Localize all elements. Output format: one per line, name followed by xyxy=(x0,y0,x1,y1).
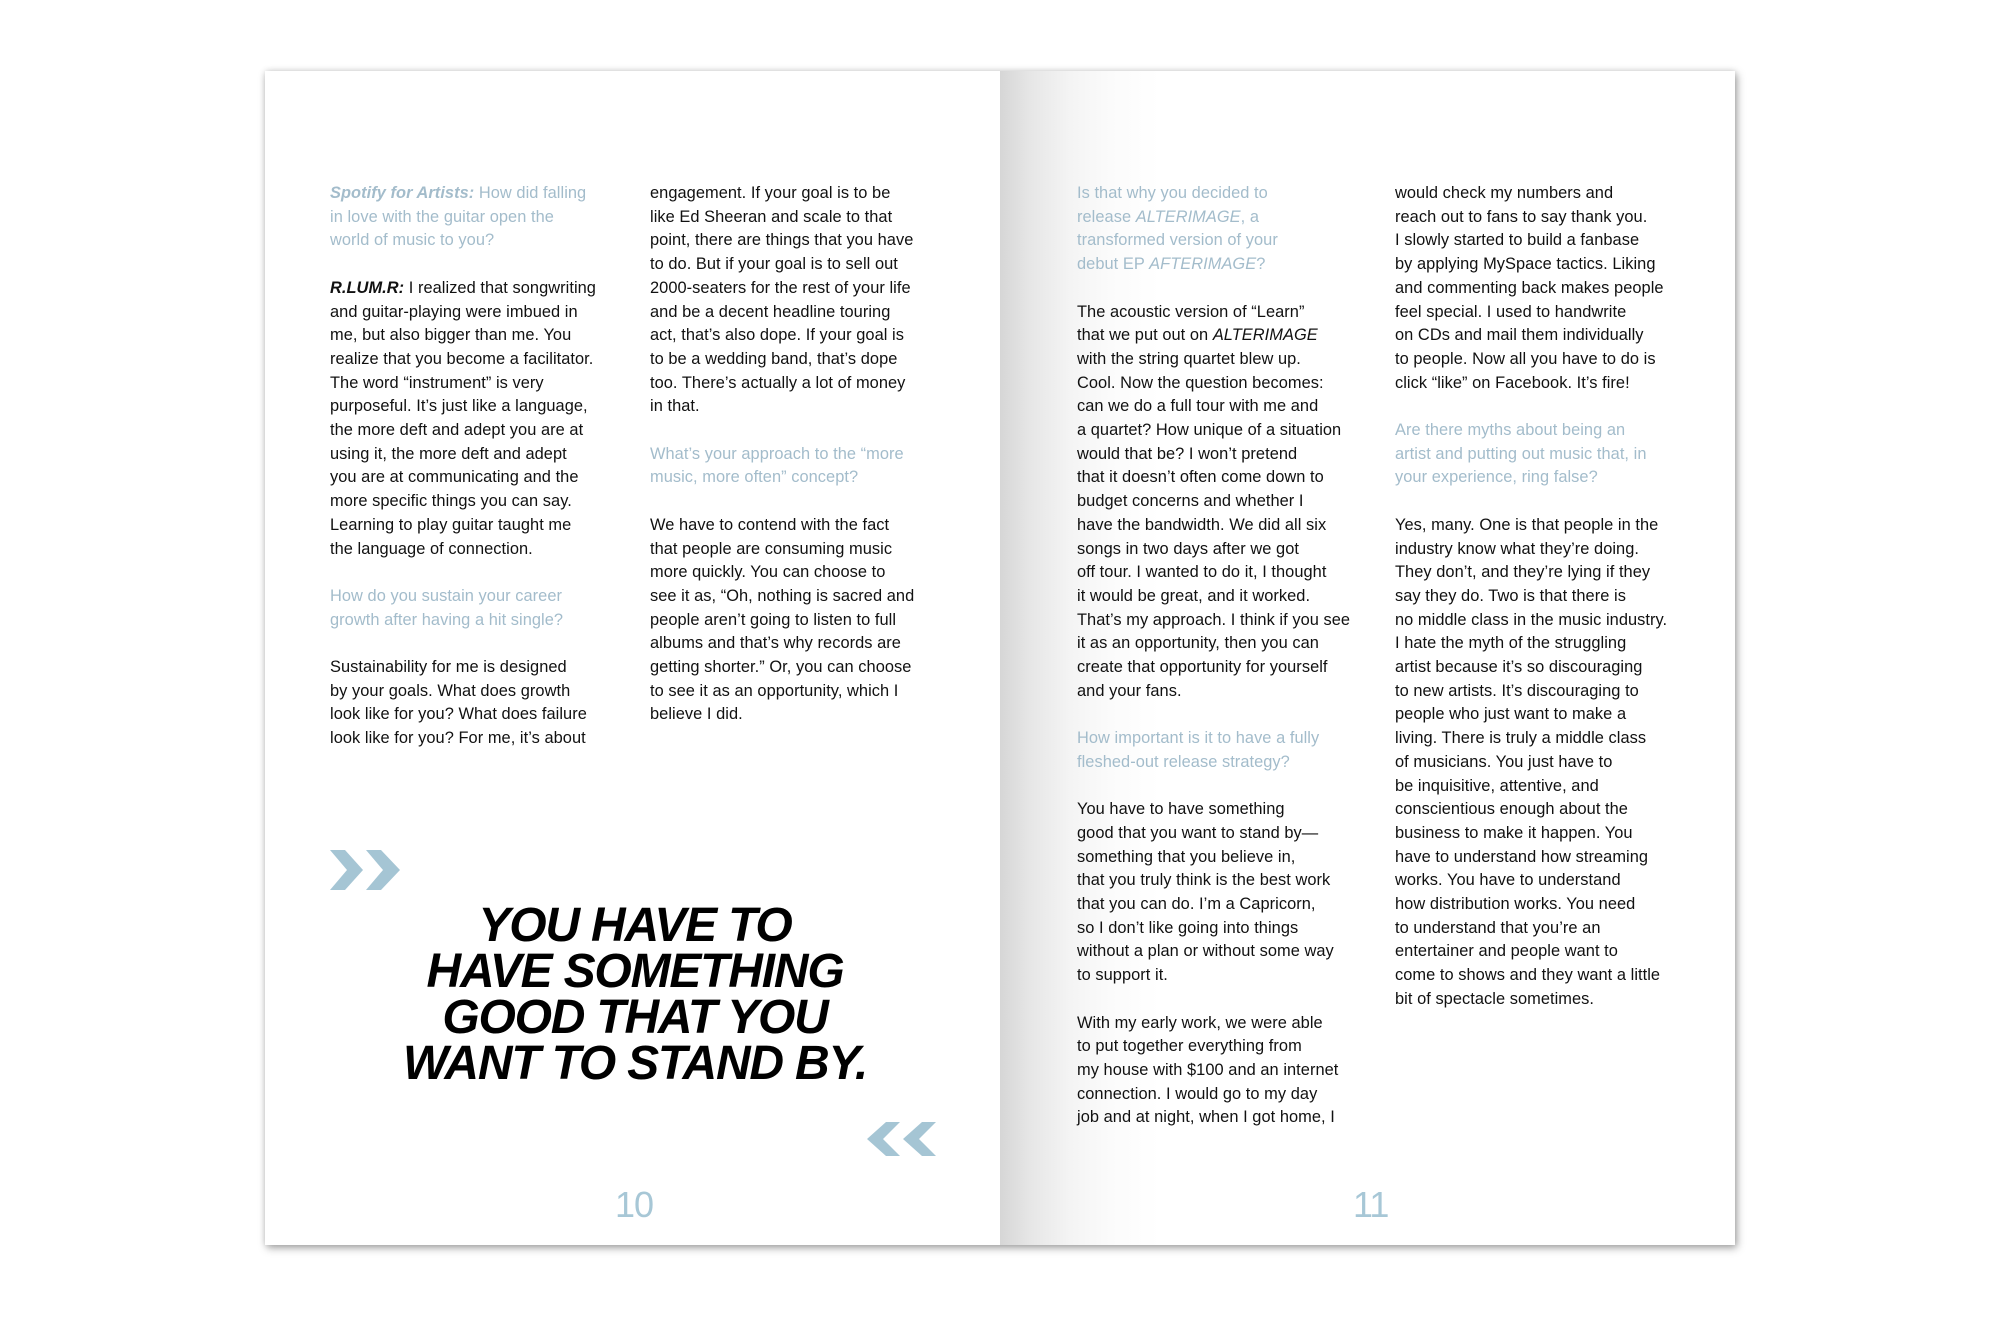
pull-quote-line: YOU HAVE TO xyxy=(478,899,792,952)
text-line: act, that’s also dope. If your goal is xyxy=(650,326,904,345)
answer-1 xyxy=(330,277,642,561)
text-line: How important is it to have a fully xyxy=(1077,729,1320,748)
text-line: it would be great, and it worked. xyxy=(1077,586,1311,605)
text-line: getting shorter.” Or, you can choose xyxy=(650,658,912,677)
pull-quote-line: GOOD THAT YOU xyxy=(442,991,828,1044)
text-line: more specific things you can say. xyxy=(330,492,572,511)
text-line: people aren’t going to listen to full xyxy=(650,610,897,629)
text-line: look like for you? For me, it’s about xyxy=(330,729,586,748)
text-line: artist and putting out music that, in xyxy=(1395,444,1647,463)
text-line: on CDs and mail them individually xyxy=(1395,326,1644,345)
text-line: to understand that you’re an xyxy=(1395,918,1601,937)
text-line: They don’t, and they’re lying if they xyxy=(1395,563,1651,582)
text-line: I slowly started to build a fanbase xyxy=(1395,231,1640,250)
text-line: We have to contend with the fact xyxy=(650,515,890,534)
text-line: to put together everything from xyxy=(1077,1037,1302,1056)
page-number: 10 xyxy=(615,1184,654,1225)
text-line: the more deft and adept you are at xyxy=(330,421,584,440)
left-page xyxy=(265,71,1000,1245)
text-line: a quartet? How unique of a situation xyxy=(1077,421,1342,440)
text-line: in love with the guitar open the xyxy=(330,207,554,226)
text-line: The acoustic version of “Learn” xyxy=(1077,302,1305,321)
text-line: to new artists. It’s discouraging to xyxy=(1395,681,1639,700)
text-line: by your goals. What does growth xyxy=(330,681,571,700)
text-line: that you can do. I’m a Capricorn, xyxy=(1077,895,1316,914)
text-line: off tour. I wanted to do it, I thought xyxy=(1077,563,1327,582)
text-line: point, there are things that you have xyxy=(650,231,914,250)
question-4 xyxy=(1077,182,1389,277)
text-line: Is that why you decided to xyxy=(1077,184,1268,202)
text-line: music, more often” concept? xyxy=(650,468,859,487)
text-line: purposeful. It’s just like a language, xyxy=(330,397,588,416)
pull-quote-line: WANT TO STAND BY. xyxy=(402,1037,868,1090)
double-chevron-left-icon xyxy=(865,1122,937,1156)
text-line: it as an opportunity, then you can xyxy=(1077,634,1319,653)
text-line: look like for you? What does failure xyxy=(330,705,587,724)
text-line: songs in two days after we got xyxy=(1077,539,1299,558)
text-line: that people are consuming music xyxy=(650,539,893,558)
double-chevron-right-icon xyxy=(330,850,402,890)
text-line: to people. Now all you have to do is xyxy=(1395,349,1656,368)
text-line: How did falling xyxy=(474,184,587,202)
album-title: ALTERIMAGE xyxy=(1135,207,1241,226)
text-line: and your fans. xyxy=(1077,681,1182,700)
text-line: fleshed-out release strategy? xyxy=(1077,752,1290,771)
right-page-column-1 xyxy=(1077,182,1389,1154)
text-fragment: release xyxy=(1077,207,1136,226)
left-page-column-1 xyxy=(330,182,642,775)
question-5 xyxy=(1077,727,1389,774)
text-line: good that you want to stand by— xyxy=(1077,823,1319,842)
text-line: artist because it’s so discouraging xyxy=(1395,658,1643,677)
text-line: works. You have to understand xyxy=(1395,871,1621,890)
text-line: I hate the myth of the struggling xyxy=(1395,634,1627,653)
text-line: engagement. If your goal is to be xyxy=(650,184,891,202)
text-line: be inquisitive, attentive, and xyxy=(1395,776,1599,795)
text-line: industry know what they’re doing. xyxy=(1395,539,1639,558)
text-line: world of music to you? xyxy=(330,231,495,250)
text-line: come to shows and they want a little xyxy=(1395,966,1661,985)
text-line: Sustainability for me is designed xyxy=(330,658,567,677)
text-line: job and at night, when I got home, I xyxy=(1077,1108,1335,1127)
text-line: that it doesn’t often come down to xyxy=(1077,468,1324,487)
text-line: 2000-seaters for the rest of your life xyxy=(650,278,911,297)
text-line: people who just want to make a xyxy=(1395,705,1627,724)
text-line: and guitar-playing were imbued in xyxy=(330,302,578,321)
text-line: realize that you become a facilitator. xyxy=(330,349,594,368)
page-number: 11 xyxy=(1353,1184,1389,1225)
text-line: with the string quartet blew up. xyxy=(1077,349,1301,368)
text-line: and be a decent headline touring xyxy=(650,302,891,321)
answer-6 xyxy=(1077,1012,1389,1131)
text-line: Cool. Now the question becomes: xyxy=(1077,373,1324,392)
text-line: no middle class in the music industry. xyxy=(1395,610,1668,629)
album-title: AFTERIMAGE xyxy=(1149,255,1257,274)
text-line: to do. But if your goal is to sell out xyxy=(650,255,898,274)
question-6 xyxy=(1395,419,1707,490)
text-line: how distribution works. You need xyxy=(1395,895,1636,914)
text-line: like Ed Sheeran and scale to that xyxy=(650,207,893,226)
answer-2-continued xyxy=(650,182,962,419)
magazine-spread xyxy=(265,71,1735,1245)
artist-label: R.LUM.R: xyxy=(330,278,405,297)
text-line: Are there myths about being an xyxy=(1395,421,1626,440)
text-line: that you truly think is the best work xyxy=(1077,871,1331,890)
text-line: business to make it happen. You xyxy=(1395,823,1633,842)
text-line: to be a wedding band, that’s dope xyxy=(650,349,898,368)
text-line: can we do a full tour with me and xyxy=(1077,397,1319,416)
text-line: conscientious enough about the xyxy=(1395,800,1628,819)
text-line: entertainer and people want to xyxy=(1395,942,1618,961)
text-line: transformed version of your xyxy=(1077,231,1278,250)
question-2 xyxy=(330,585,642,632)
text-line: the language of connection. xyxy=(330,539,533,558)
answer-6-continued xyxy=(1395,182,1707,395)
left-page-column-2 xyxy=(650,182,962,751)
right-page xyxy=(1000,71,1735,1245)
text-line: What’s your approach to the “more xyxy=(650,444,904,463)
text-line: Learning to play guitar taught me xyxy=(330,515,572,534)
text-line: me, but also bigger than me. You xyxy=(330,326,572,345)
text-line: albums and that’s why records are xyxy=(650,634,901,653)
text-line: click “like” on Facebook. It’s fire! xyxy=(1395,373,1630,392)
text-line: believe I did. xyxy=(650,705,743,724)
text-line: my house with $100 and an internet xyxy=(1077,1060,1339,1079)
text-line: living. There is truly a middle class xyxy=(1395,729,1647,748)
text-line: I realized that songwriting xyxy=(404,278,596,297)
text-line: reach out to fans to say thank you. xyxy=(1395,207,1648,226)
answer-4 xyxy=(1077,301,1389,704)
text-line: and commenting back makes people xyxy=(1395,278,1664,297)
text-line: say they do. Two is that there is xyxy=(1395,586,1626,605)
album-title: ALTERIMAGE xyxy=(1212,326,1318,345)
text-line: would that be? I won’t pretend xyxy=(1077,444,1298,463)
text-line: so I don’t like going into things xyxy=(1077,918,1299,937)
text-line: to see it as an opportunity, which I xyxy=(650,681,899,700)
text-line: The word “instrument” is very xyxy=(330,373,544,392)
text-line: create that opportunity for yourself xyxy=(1077,658,1328,677)
text-line: your experience, ring false? xyxy=(1395,468,1598,487)
text-line: too. There’s actually a lot of money xyxy=(650,373,906,392)
right-page-column-2 xyxy=(1395,182,1707,1035)
text-line: see it as, “Oh, nothing is sacred and xyxy=(650,586,915,605)
interviewer-label: Spotify for Artists: xyxy=(330,184,475,202)
text-line: feel special. I used to handwrite xyxy=(1395,302,1627,321)
pull-quote xyxy=(305,899,965,1090)
answer-3 xyxy=(650,514,962,727)
text-line: by applying MySpace tactics. Liking xyxy=(1395,255,1656,274)
text-line: to support it. xyxy=(1077,966,1168,985)
text-line: without a plan or without some way xyxy=(1077,942,1334,961)
question-1 xyxy=(330,182,642,253)
text-line: With my early work, we were able xyxy=(1077,1013,1323,1032)
text-line: have to understand how streaming xyxy=(1395,847,1649,866)
text-line: How do you sustain your career xyxy=(330,586,562,605)
answer-7 xyxy=(1395,514,1707,1012)
text-line: budget concerns and whether I xyxy=(1077,492,1304,511)
text-line: would check my numbers and xyxy=(1395,184,1614,202)
text-line: more quickly. You can choose to xyxy=(650,563,886,582)
text-line: Yes, many. One is that people in the xyxy=(1395,515,1659,534)
text-line: in that. xyxy=(650,397,700,416)
text-line: You have to have something xyxy=(1077,800,1285,819)
text-fragment: ? xyxy=(1256,255,1266,274)
answer-5 xyxy=(1077,798,1389,988)
text-line: something that you believe in, xyxy=(1077,847,1296,866)
text-line: have the bandwidth. We did all six xyxy=(1077,515,1327,534)
text-line: growth after having a hit single? xyxy=(330,610,564,629)
text-line: you are at communicating and the xyxy=(330,468,579,487)
text-fragment: that we put out on xyxy=(1077,326,1213,345)
text-line: of musicians. You just have to xyxy=(1395,752,1613,771)
answer-2 xyxy=(330,656,642,751)
text-line: bit of spectacle sometimes. xyxy=(1395,989,1595,1008)
text-fragment: debut EP xyxy=(1077,255,1150,274)
text-line: using it, the more deft and adept xyxy=(330,444,567,463)
text-line: connection. I would go to my day xyxy=(1077,1084,1318,1103)
question-3 xyxy=(650,443,962,490)
pull-quote-line: HAVE SOMETHING xyxy=(426,945,844,998)
text-fragment: , a xyxy=(1240,207,1260,226)
text-line: That’s my approach. I think if you see xyxy=(1077,610,1351,629)
